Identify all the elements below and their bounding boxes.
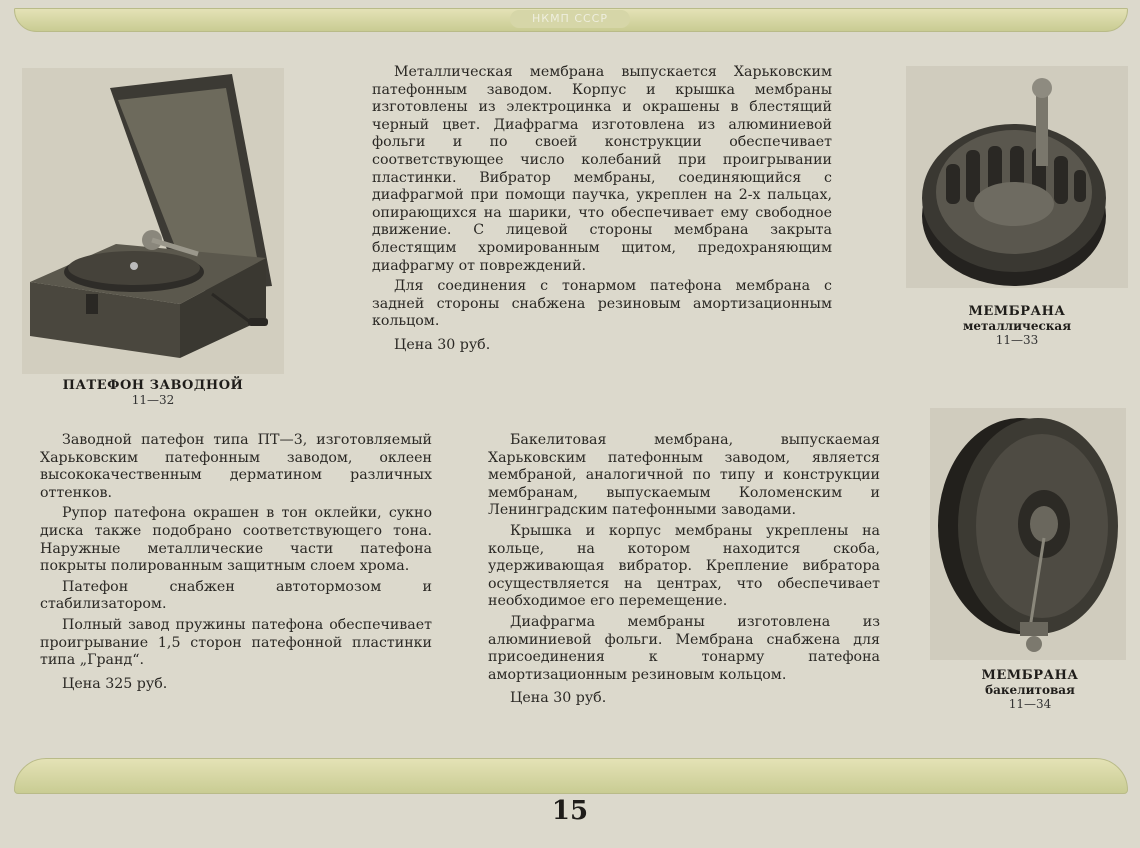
paragraph: Заводной патефон типа ПТ—3, изготовляемый Харьковским патефонным заводом, оклеен высококачественным дерматином различных оттенков. bbox=[40, 432, 432, 501]
paragraph: Патефон снабжен автотормозом и стабилизатором. bbox=[40, 578, 432, 613]
paragraph: Крышка и корпус мембраны укреплены на кольце, на котором находится скоба, удерживающая вибратор. Крепление вибратора осуществляется на центрах, что обеспечивает необходимое его перемещение. bbox=[488, 522, 880, 610]
metal-membrane-price: Цена 30 руб. bbox=[394, 336, 491, 353]
gramophone-code: 11—32 bbox=[131, 393, 175, 407]
paragraph: Бакелитовая мембрана, выпускаемая Харьковским патефонным заводом, является мембраной, аналогичной по типу и конструкции мембранам, выпускаемым Коломенским и Ленинградским патефонными заводами. bbox=[488, 432, 880, 519]
bottom-decorative-band bbox=[14, 758, 1128, 794]
page-number: 15 bbox=[551, 796, 589, 826]
bakelite-membrane-subtitle: бакелитовая bbox=[985, 683, 1075, 697]
bakelite-membrane-photo bbox=[930, 408, 1126, 660]
metal-membrane-code: 11—33 bbox=[995, 333, 1039, 347]
bakelite-membrane-description bbox=[488, 432, 880, 708]
gramophone-photo bbox=[22, 68, 284, 374]
top-band-label: НКМП СССР bbox=[510, 10, 630, 28]
paragraph: Диафрагма мембраны изготовлена из алюминиевой фольги. Мембрана снабжена для присоединения к тонарму патефона амортизационным резиновым кольцом. bbox=[488, 613, 880, 683]
gramophone-title: ПАТЕФОН ЗАВОДНОЙ bbox=[62, 378, 244, 393]
bakelite-membrane-caption bbox=[920, 668, 1140, 711]
bakelite-membrane-price: Цена 30 руб. bbox=[510, 690, 607, 707]
metal-membrane-caption bbox=[906, 304, 1128, 347]
gramophone-illustration bbox=[22, 68, 284, 374]
metal-membrane-title: МЕМБРАНА bbox=[968, 304, 1066, 319]
bakelite-membrane-title: МЕМБРАНА bbox=[981, 668, 1079, 683]
gramophone-description bbox=[40, 432, 432, 693]
metal-membrane-illustration bbox=[906, 66, 1128, 288]
metal-membrane-subtitle: металлическая bbox=[962, 319, 1072, 333]
metal-membrane-description bbox=[372, 64, 832, 355]
metal-membrane-photo bbox=[906, 66, 1128, 288]
paragraph: Для соединения с тонармом патефона мембрана с задней стороны снабжена резиновым амортизационным кольцом. bbox=[372, 278, 832, 330]
paragraph: Полный завод пружины патефона обеспечивает проигрывание 1,5 сторон патефонной пластинки типа „Гранд“. bbox=[40, 616, 432, 669]
gramophone-price: Цена 325 руб. bbox=[62, 675, 168, 692]
bakelite-membrane-illustration bbox=[930, 408, 1126, 660]
paragraph: Рупор патефона окрашен в тон оклейки, сукно диска также подобрано соответствующего тона. Наружные металлические части патефона покрыты полированным защитным слоем хрома. bbox=[40, 505, 432, 575]
bakelite-membrane-code: 11—34 bbox=[1008, 697, 1052, 711]
gramophone-caption bbox=[22, 378, 284, 407]
paragraph: Металлическая мембрана выпускается Харьковским патефонным заводом. Корпус и крышка мембраны изготовлены из электроцинка и окрашены в блестящий черный цвет. Диафрагма изготовлена из алюминиевой фольги и по своей конструкции обеспечивает соответствующее число колебаний при проигрывании пластинки. Вибратор мембраны, соединяющийся с диафрагмой при помощи паучка, укреплен на 2-х пальцах, опирающихся на шарики, что обеспечивает ему свободное движение. С лицевой стороны мембрана закрыта блестящим хромированным щитом, предохраняющим диафрагму от повреждений. bbox=[372, 64, 832, 274]
